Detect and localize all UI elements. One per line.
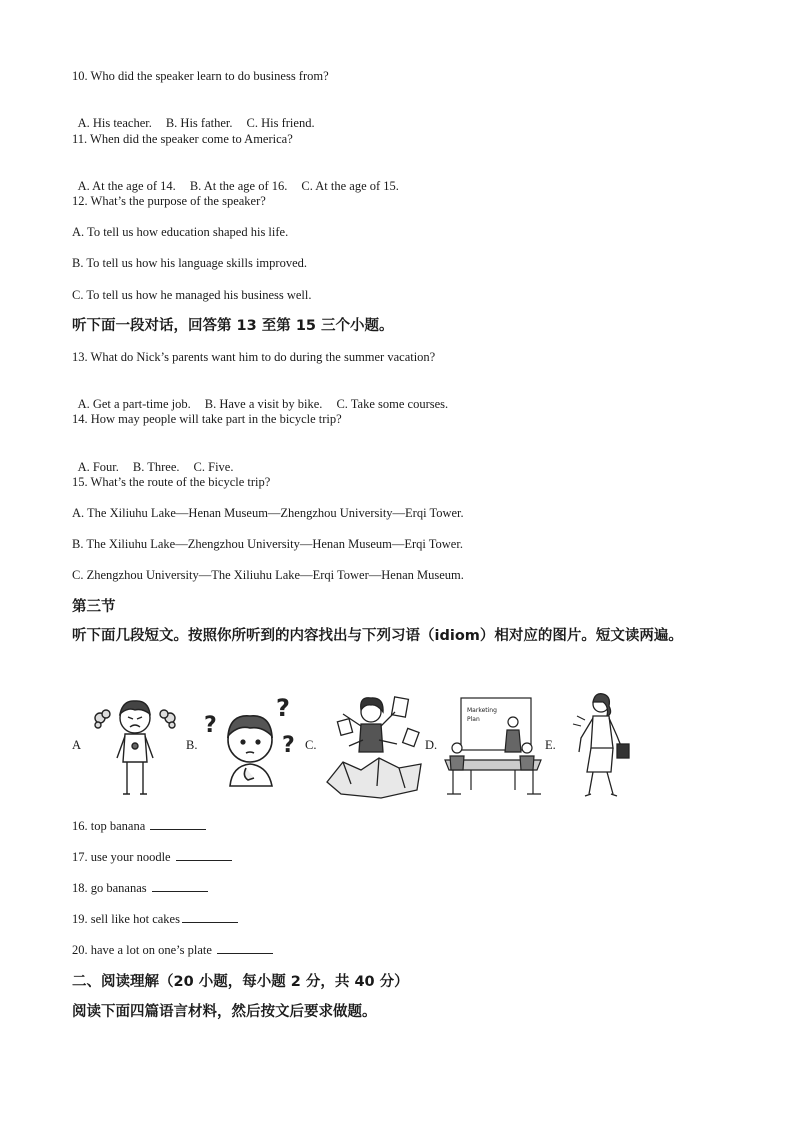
option: C. To tell us how he managed his business well. (72, 288, 312, 302)
idiom-16 (72, 818, 206, 834)
svg-text:?: ? (276, 694, 290, 722)
part-2-title: 二、阅读理解（20 小题，每小题 2 分，共 40 分） (72, 974, 409, 990)
section-heading-13-15: 听下面一段对话，回答第 13 至第 15 三个小题。 (72, 318, 394, 334)
question-14-options (72, 443, 247, 475)
option: C. At the age of 15. (301, 179, 399, 193)
option: B. Three. (132, 460, 180, 474)
question-10-options (72, 99, 329, 131)
picture-options (72, 690, 652, 802)
option: B. Have a visit by bike. (204, 397, 323, 411)
idiom-18 (72, 880, 208, 896)
picture-letter: A (72, 738, 82, 752)
idiom-19 (72, 911, 238, 927)
question-15: 15. What’s the route of the bicycle trip? (72, 475, 271, 489)
angry-boy-icon (90, 690, 180, 802)
idiom-text: 18. go bananas (72, 881, 147, 895)
question-11-options (72, 162, 413, 194)
idiom-text: 17. use your noodle (72, 850, 171, 864)
idiom-text: 16. top banana (72, 819, 146, 833)
question-13: 13. What do Nick’s parents want him to do during the summer vacation? (72, 350, 436, 364)
picture-letter: C. (305, 738, 317, 752)
walking-woman-icon (563, 690, 639, 802)
option: B. To tell us how his language skills improved. (72, 256, 307, 270)
idiom-17 (72, 849, 232, 865)
option: A. The Xiliuhu Lake—Henan Museum—Zhengzhou University—Erqi Tower. (72, 506, 464, 520)
idiom-text: 20. have a lot on one’s plate (72, 943, 212, 957)
option: A. Get a part-time job. (77, 397, 191, 411)
picture-d (425, 690, 545, 802)
option: A. At the age of 14. (77, 179, 176, 193)
answer-blank[interactable] (176, 850, 232, 861)
board-text-2: Plan (467, 716, 480, 723)
idiom-text: 19. sell like hot cakes (72, 912, 180, 926)
section-3-instruction: 听下面几段短文。按照你所听到的内容找出与下列习语（idiom）相对应的图片。短文读两遍。 (72, 628, 683, 644)
answer-blank[interactable] (182, 912, 238, 923)
option: C. Five. (193, 460, 234, 474)
svg-text:?: ? (204, 713, 217, 738)
picture-letter: E. (545, 738, 556, 752)
picture-c (305, 690, 427, 802)
question-12: 12. What’s the purpose of the speaker? (72, 194, 266, 208)
question-14: 14. How may people will take part in the bicycle trip? (72, 412, 342, 426)
option: B. His father. (165, 116, 233, 130)
picture-letter: D. (425, 738, 438, 752)
answer-blank[interactable] (217, 943, 273, 954)
picture-e (545, 690, 645, 802)
option: A. Four. (77, 460, 119, 474)
question-11: 11. When did the speaker come to America? (72, 132, 293, 146)
part-2-instruction: 阅读下面四篇语言材料，然后按文后要求做题。 (72, 1004, 377, 1020)
thinking-boy-icon (202, 690, 302, 802)
option: B. At the age of 16. (189, 179, 288, 193)
picture-a (72, 690, 182, 802)
section-3-title: 第三节 (72, 599, 116, 615)
question-10: 10. Who did the speaker learn to do business from? (72, 69, 329, 83)
answer-blank[interactable] (152, 881, 208, 892)
svg-text:?: ? (282, 733, 295, 758)
idiom-20 (72, 942, 273, 958)
answer-blank[interactable] (150, 819, 206, 830)
option: C. Take some courses. (336, 397, 449, 411)
option: B. The Xiliuhu Lake—Zhengzhou University—Henan Museum—Erqi Tower. (72, 537, 463, 551)
option: A. His teacher. (77, 116, 152, 130)
option: C. His friend. (246, 116, 315, 130)
picture-letter: B. (186, 738, 198, 752)
busy-woman-icon (321, 690, 427, 802)
question-13-options (72, 380, 462, 412)
board-text-1: Marketing (467, 707, 497, 714)
option: C. Zhengzhou University—The Xiliuhu Lake—Erqi Tower—Henan Museum. (72, 568, 464, 582)
picture-b (186, 690, 306, 802)
meeting-icon (441, 690, 545, 802)
option: A. To tell us how education shaped his life. (72, 225, 289, 239)
